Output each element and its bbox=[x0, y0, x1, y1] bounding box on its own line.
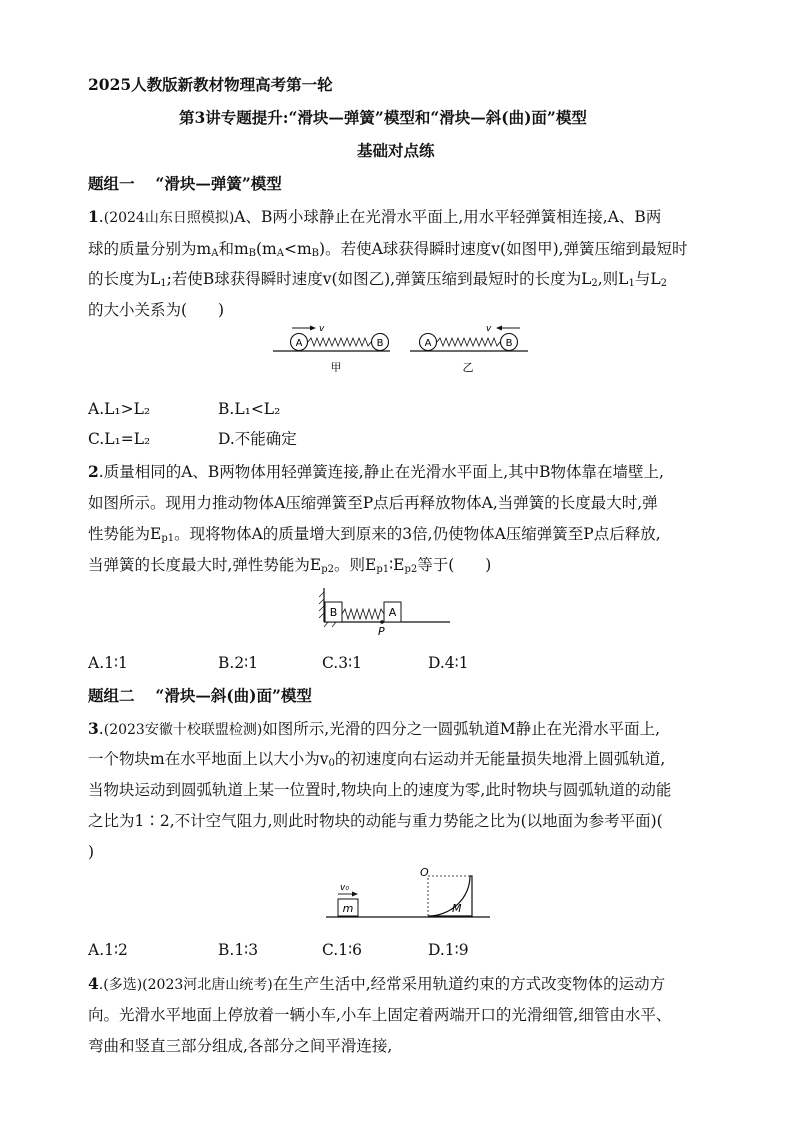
group2-heading bbox=[88, 688, 312, 704]
q2-option-b[interactable]: B.2∶1 bbox=[218, 654, 259, 672]
section-subtitle: 基础对点练 bbox=[357, 141, 435, 160]
q3-option-d[interactable]: D.1∶9 bbox=[428, 941, 469, 959]
group1-label: 题组一 bbox=[88, 174, 135, 193]
q2-line1: 2.质量相同的A、B两物体用轻弹簧连接,静止在光滑水平面上,其中B物体靠在墙壁上, bbox=[88, 462, 664, 481]
q3-line4: 之比为1∶2,不计空气阻力,则此时物块的动能与重力势能之比为(以地面为参考平面)( bbox=[88, 812, 663, 830]
q1-source: (2024山东日照模拟) bbox=[103, 210, 235, 226]
q4-line2: 向。光滑水平地面上停放着一辆小车,小车上固定着两端开口的光滑细管,细管由水平、 bbox=[88, 1006, 672, 1024]
q2-option-c[interactable]: C.3∶1 bbox=[322, 654, 362, 672]
q1-spring-left bbox=[308, 338, 371, 346]
q3-source: (2023安徽十校联盟检测) bbox=[103, 722, 263, 738]
q3-center-o: O bbox=[420, 866, 429, 879]
q1-ball-b-right-label: B bbox=[505, 338, 513, 349]
q1-option-d[interactable]: D.不能确定 bbox=[218, 430, 297, 448]
q1-v-right: v bbox=[486, 324, 492, 334]
q2-ground-hatch bbox=[324, 622, 336, 627]
q2-wall-hatch bbox=[319, 592, 324, 618]
q3-arc-track bbox=[428, 876, 472, 916]
q2-point-p bbox=[380, 620, 384, 624]
q3-figure bbox=[324, 866, 494, 926]
q4-number: 4 bbox=[88, 974, 99, 993]
q3-block-m-label: m bbox=[342, 902, 354, 915]
q4-line1: 4.(多选)(2023河北唐山统考)在生产生活中,经常采用轨道约束的方式改变物体的运动方 bbox=[88, 974, 666, 993]
q2-block-a-label: A bbox=[388, 606, 397, 619]
q3-option-c[interactable]: C.1∶6 bbox=[322, 941, 362, 959]
group1-heading bbox=[88, 176, 282, 192]
q2-point-p-label: P bbox=[378, 625, 385, 638]
q1-caption-right: 乙 bbox=[462, 361, 474, 374]
q1-caption-left: 甲 bbox=[330, 361, 342, 374]
q1-spring-right bbox=[437, 338, 500, 346]
group2-label: 题组二 bbox=[88, 686, 135, 705]
q3-number: 3 bbox=[88, 719, 99, 738]
q1-number: 1 bbox=[88, 207, 99, 226]
q3-v0-label: v₀ bbox=[340, 883, 349, 893]
q3-line2: 一个物块m在水平地面上以大小为$v_0$的初速度向右运动并无能量损失地滑上圆弧轨道, bbox=[88, 750, 666, 769]
q1-ball-a-right-label: A bbox=[424, 338, 432, 349]
series-title: 2025人教版新教材物理高考第一轮 bbox=[88, 75, 333, 94]
group1-title: “滑块—弹簧”模型 bbox=[155, 174, 282, 193]
q1-figure bbox=[268, 322, 548, 382]
q3-line3: 当物块运动到圆弧轨道上某一位置时,物块向上的速度为零,此时物块与圆弧轨道的动能 bbox=[88, 781, 672, 799]
q3-line5: ) bbox=[88, 843, 95, 861]
q1-ball-a-left-label: A bbox=[295, 338, 303, 349]
q3-option-a[interactable]: A.1∶2 bbox=[88, 941, 128, 959]
q1-line2: 球的质量分别为$m_A$和$m_B(m_A<m_B)$。若使A球获得瞬时速度v(如图甲),弹簧压缩到最短时 bbox=[88, 240, 688, 259]
q3-option-b[interactable]: B.1∶3 bbox=[218, 941, 259, 959]
q3-track-m-label: M bbox=[452, 902, 462, 915]
q2-line4: 当弹簧的长度最大时,弹性势能为$E_{p2}$。则$E_{p1}∶E_{p2}$等于( ) bbox=[88, 556, 492, 575]
q3-line1: 3.(2023安徽十校联盟检测)如图所示,光滑的四分之一圆弧轨道M静止在光滑水平面上, bbox=[88, 719, 661, 738]
q2-line2: 如图所示。现用力推动物体A压缩弹簧至P点后再释放物体A,当弹簧的长度最大时,弹 bbox=[88, 494, 658, 512]
q2-figure bbox=[318, 586, 453, 646]
q2-block-b-label: B bbox=[329, 606, 338, 619]
q1-ball-b-left-label: B bbox=[376, 338, 384, 349]
q4-line3: 弯曲和竖直三部分组成,各部分之间平滑连接, bbox=[88, 1037, 393, 1055]
page-title: 第3讲专题提升:“滑块—弹簧”模型和“滑块—斜(曲)面”模型 bbox=[179, 108, 587, 127]
q2-option-a[interactable]: A.1∶1 bbox=[88, 654, 128, 672]
q1-v-left: v bbox=[319, 324, 325, 334]
q2-number: 2 bbox=[88, 462, 99, 481]
q1-line4: 的大小关系为( ) bbox=[88, 301, 225, 319]
q2-line3: 性势能为$E_{p1}$。现将物体A的质量增大到原来的3倍,仍使物体A压缩弹簧至P点后释放, bbox=[88, 525, 661, 544]
q4-source: .(多选)(2023河北唐山统考) bbox=[98, 977, 273, 993]
q1-option-b[interactable]: B.L₁<L₂ bbox=[218, 400, 281, 418]
q2-spring bbox=[342, 609, 384, 619]
q1-line3: 的长度为$L_1$;若使B球获得瞬时速度v(如图乙),弹簧压缩到最短时的长度为$L_2$,则$L_1$与$L_2$ bbox=[88, 270, 668, 289]
q1-option-a[interactable]: A.L₁>L₂ bbox=[88, 400, 151, 418]
group2-title: “滑块—斜(曲)面”模型 bbox=[155, 686, 312, 705]
q2-option-d[interactable]: D.4∶1 bbox=[428, 654, 469, 672]
q1-option-c[interactable]: C.L₁=L₂ bbox=[88, 430, 151, 448]
q1-line1: 1.(2024山东日照模拟)A、B两小球静止在光滑水平面上,用水平轻弹簧相连接,A、B两 bbox=[88, 207, 662, 226]
